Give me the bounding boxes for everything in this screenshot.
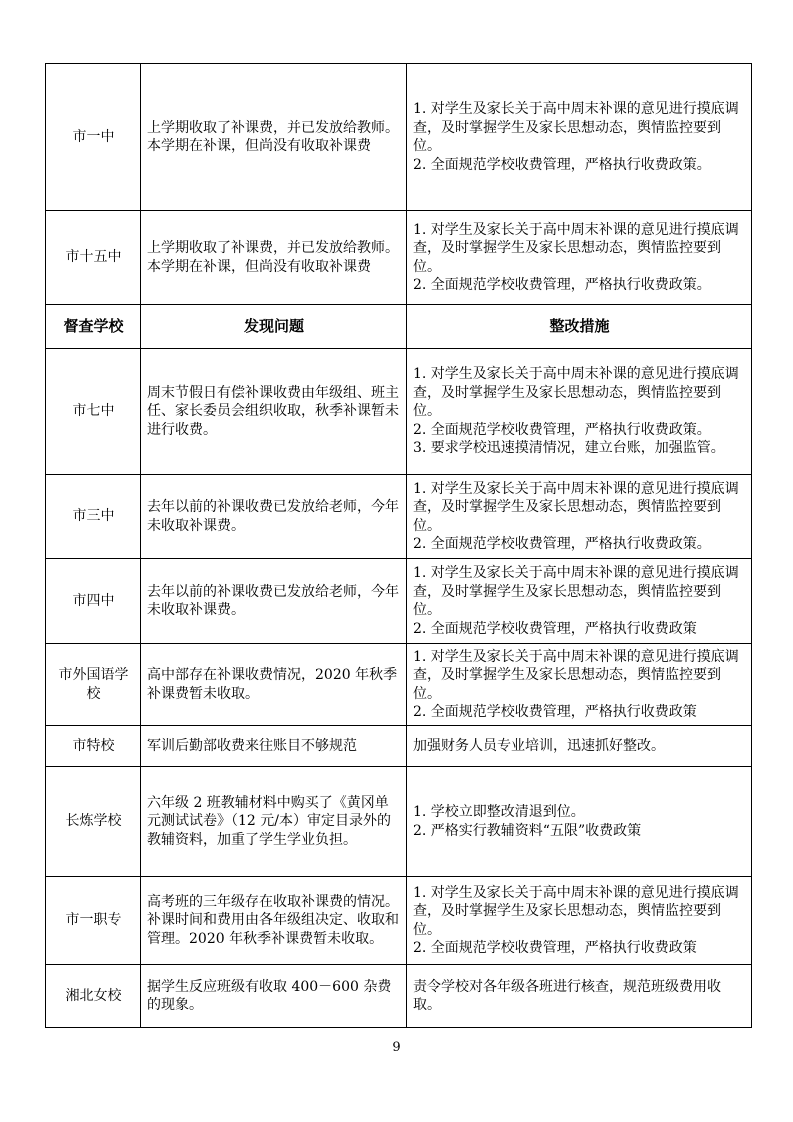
table-header-row [46, 305, 752, 349]
cell-school: 市三中 [46, 475, 141, 559]
table-row [46, 349, 752, 475]
measure-item: 1. 学校立即整改清退到位。 [413, 804, 585, 820]
measure-item: 2. 全面规范学校收费管理，严格执行收费政策。 [413, 421, 711, 438]
table-row [46, 877, 752, 965]
inspection-table-body [46, 64, 752, 1028]
measure-item: 2. 全面规范学校收费管理，严格执行收费政策 [413, 620, 697, 637]
table-row [46, 726, 752, 767]
cell-problem: 高考班的三年级存在收取补课费的情况。补课时间和费用由各年级组决定、收取和管理。2020 年秋季补课费暂未收取。 [141, 877, 407, 965]
measure-item: 1. 对学生及家长关于高中周末补课的意见进行摸底调查，及时掌握学生及家长思想动态，舆情监控要到位。 [413, 221, 739, 275]
inspection-table [45, 63, 752, 1028]
cell-school: 市外国语学校 [46, 644, 141, 726]
cell-problem: 去年以前的补课收费已发放给老师，今年未收取补课费。 [141, 559, 407, 644]
header-school: 督查学校 [46, 305, 141, 349]
cell-measures [407, 64, 752, 211]
cell-problem: 据学生反应班级有收取 400－600 杂费的现象。 [141, 965, 407, 1028]
measure-item: 2. 全面规范学校收费管理，严格执行收费政策。 [413, 277, 711, 293]
cell-problem: 上学期收取了补课费，并已发放给教师。本学期在补课，但尚没有收取补课费 [141, 211, 407, 305]
header-measures [407, 305, 752, 349]
cell-measures [407, 644, 752, 726]
cell-measures [407, 726, 752, 767]
cell-problem: 军训后勤部收费来往账目不够规范 [141, 726, 407, 767]
measure-item: 2. 全面规范学校收费管理，严格执行收费政策。 [413, 156, 711, 173]
measure-item: 1. 对学生及家长关于高中周末补课的意见进行摸底调查，及时掌握学生及家长思想动态，舆情监控要到位。 [413, 884, 739, 938]
cell-school: 市七中 [46, 349, 141, 475]
cell-school: 长炼学校 [46, 767, 141, 877]
cell-measures [407, 767, 752, 877]
measure-item: 2. 全面规范学校收费管理，严格执行收费政策 [413, 940, 697, 956]
cell-school: 市十五中 [46, 211, 141, 305]
table-row [46, 475, 752, 559]
table-row [46, 559, 752, 644]
measure-item: 1. 对学生及家长关于高中周末补课的意见进行摸底调查，及时掌握学生及家长思想动态，舆情监控要到位。 [413, 565, 739, 618]
cell-problem: 去年以前的补课收费已发放给老师，今年未收取补课费。 [141, 475, 407, 559]
cell-problem: 六年级 2 班教辅材料中购买了《黄冈单元测试试卷》（12 元/本）审定目录外的教辅资料，加重了学生学业负担。 [141, 767, 407, 877]
cell-problem: 周末节假日有偿补课收费由年级组、班主任、家长委员会组织收取，秋季补课暂未进行收费。 [141, 349, 407, 475]
measure-item: 1. 对学生及家长关于高中周末补课的意见进行摸底调查，及时掌握学生及家长思想动态，舆情监控要到位。 [413, 648, 739, 702]
measure-item: 1. 对学生及家长关于高中周末补课的意见进行摸底调查，及时掌握学生及家长思想动态，舆情监控要到位。 [413, 366, 739, 420]
cell-school: 市一职专 [46, 877, 141, 965]
measure-item: 1. 对学生及家长关于高中周末补课的意见进行摸底调查，及时掌握学生及家长思想动态，舆情监控要到位。 [413, 101, 739, 154]
table-row [46, 64, 752, 211]
measure-item: 责令学校对各年级各班进行核查，规范班级费用收取。 [413, 978, 721, 1013]
cell-measures [407, 349, 752, 475]
table-row [46, 644, 752, 726]
table-row [46, 965, 752, 1028]
cell-problem: 高中部存在补课收费情况，2020 年秋季补课费暂未收取。 [141, 644, 407, 726]
cell-measures [407, 475, 752, 559]
header-problem: 发现问题 [141, 305, 407, 349]
measure-item: 加强财务人员专业培训，迅速抓好整改。 [413, 737, 665, 754]
table-row [46, 211, 752, 305]
header-measures-label: 整改措施 [549, 317, 610, 336]
cell-measures [407, 877, 752, 965]
cell-school: 湘北女校 [46, 965, 141, 1028]
cell-measures [407, 559, 752, 644]
measure-item: 2. 全面规范学校收费管理，严格执行收费政策 [413, 704, 697, 720]
page-number: 9 [392, 1040, 401, 1055]
table-row [46, 767, 752, 877]
cell-school: 市四中 [46, 559, 141, 644]
measure-item: 1. 对学生及家长关于高中周末补课的意见进行摸底调查，及时掌握学生及家长思想动态，舆情监控要到位。 [413, 480, 739, 534]
measure-item: 3. 要求学校迅速摸清情况，建立台账，加强监管。 [413, 440, 725, 457]
cell-school: 市特校 [46, 726, 141, 767]
cell-school: 市一中 [46, 64, 141, 211]
cell-measures [407, 965, 752, 1028]
cell-problem: 上学期收取了补课费，并已发放给教师。本学期在补课，但尚没有收取补课费 [141, 64, 407, 211]
cell-measures [407, 211, 752, 305]
measure-item: 2. 严格实行教辅资料“五限”收费政策 [413, 822, 642, 839]
measure-item: 2. 全面规范学校收费管理，严格执行收费政策。 [413, 536, 711, 552]
